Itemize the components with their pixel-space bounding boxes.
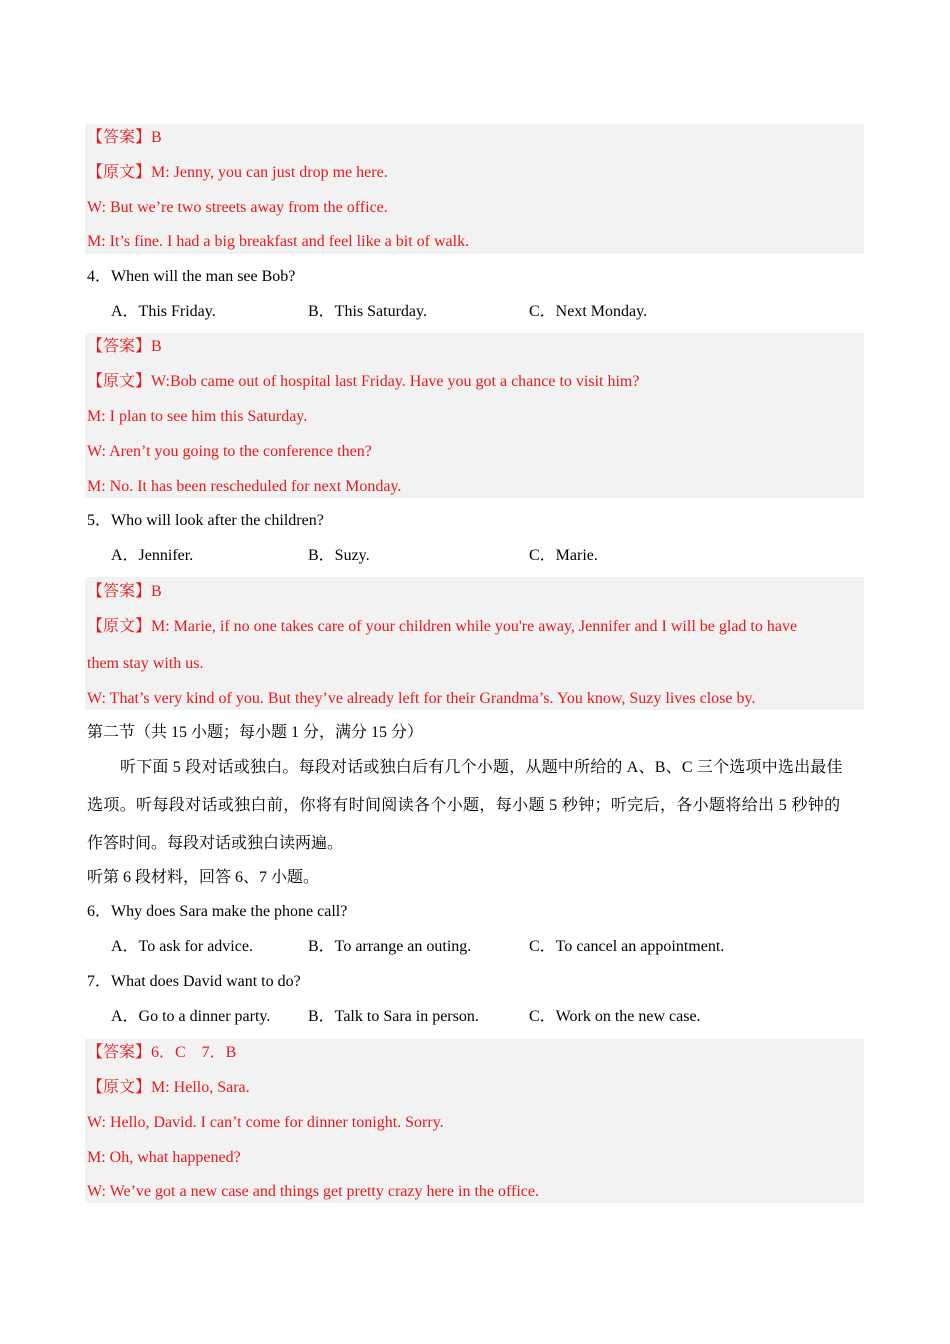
instructions-line: 听下面 5 段对话或独白。每段对话或独白后有几个小题，从题中所给的 A、B、C 三个选项中选出最佳 xyxy=(120,759,843,776)
question-7: 7．What does David want to do? xyxy=(87,973,301,990)
instructions-line: 作答时间。每段对话或独白读两遍。 xyxy=(87,835,344,852)
transcript-line: W: Hello, David. I can’t come for dinner tonight. Sorry. xyxy=(87,1114,444,1131)
transcript-line: M: No. It has been rescheduled for next Monday. xyxy=(87,478,402,495)
transcript-line: M: Oh, what happened? xyxy=(87,1149,241,1166)
question-5: 5．Who will look after the children? xyxy=(87,512,324,529)
q6-option-c: C．To cancel an appointment. xyxy=(529,938,725,955)
transcript-line: W: We’ve got a new case and things get pretty crazy here in the office. xyxy=(87,1183,540,1200)
transcript-line: W: But we’re two streets away from the office. xyxy=(87,199,388,216)
transcript-line: W: Aren’t you going to the conference then? xyxy=(87,443,372,460)
transcript-line: 【原文】M: Marie, if no one takes care of your children while you're away, Jennifer and I will be glad to have xyxy=(87,618,798,635)
transcript-line: M: I plan to see him this Saturday. xyxy=(87,408,308,425)
transcript-line: 【原文】M: Jenny, you can just drop me here. xyxy=(87,164,388,181)
transcript-line: M: It’s fine. I had a big breakfast and feel like a bit of walk. xyxy=(87,233,470,250)
q7-option-a: A．Go to a dinner party. xyxy=(111,1008,271,1025)
q4-option-b: B．This Saturday. xyxy=(308,303,427,320)
section-title: 第二节（共 15 小题；每小题 1 分，满分 15 分） xyxy=(87,724,424,741)
answer-q4: 【答案】B xyxy=(87,338,162,355)
q4-option-a: A．This Friday. xyxy=(111,303,216,320)
question-6: 6．Why does Sara make the phone call? xyxy=(87,903,348,920)
material-prompt: 听第 6 段材料，回答 6、7 小题。 xyxy=(87,869,320,886)
answer-q3: 【答案】B xyxy=(87,129,162,146)
transcript-line: 【原文】M: Hello, Sara. xyxy=(87,1079,250,1096)
transcript-line: W: That’s very kind of you. But they’ve already left for their Grandma’s. You know, Suzy lives close by. xyxy=(87,690,756,707)
q7-option-c: C．Work on the new case. xyxy=(529,1008,701,1025)
q6-option-b: B．To arrange an outing. xyxy=(308,938,472,955)
instructions-line: 选项。听每段对话或独白前，你将有时间阅读各个小题，每小题 5 秒钟；听完后，各小题将给出 5 秒钟的 xyxy=(87,797,841,814)
q5-option-a: A．Jennifer. xyxy=(111,547,194,564)
q7-option-b: B．Talk to Sara in person. xyxy=(308,1008,479,1025)
answer-q5: 【答案】B xyxy=(87,583,162,600)
transcript-line: 【原文】W:Bob came out of hospital last Friday. Have you got a chance to visit him? xyxy=(87,373,640,390)
q4-option-c: C．Next Monday. xyxy=(529,303,648,320)
question-4: 4．When will the man see Bob? xyxy=(87,268,296,285)
q6-option-a: A．To ask for advice. xyxy=(111,938,253,955)
transcript-line: them stay with us. xyxy=(87,655,204,672)
q5-option-c: C．Marie. xyxy=(529,547,598,564)
answer-q6-7: 【答案】6．C 7．B xyxy=(87,1044,237,1061)
q5-option-b: B．Suzy. xyxy=(308,547,370,564)
